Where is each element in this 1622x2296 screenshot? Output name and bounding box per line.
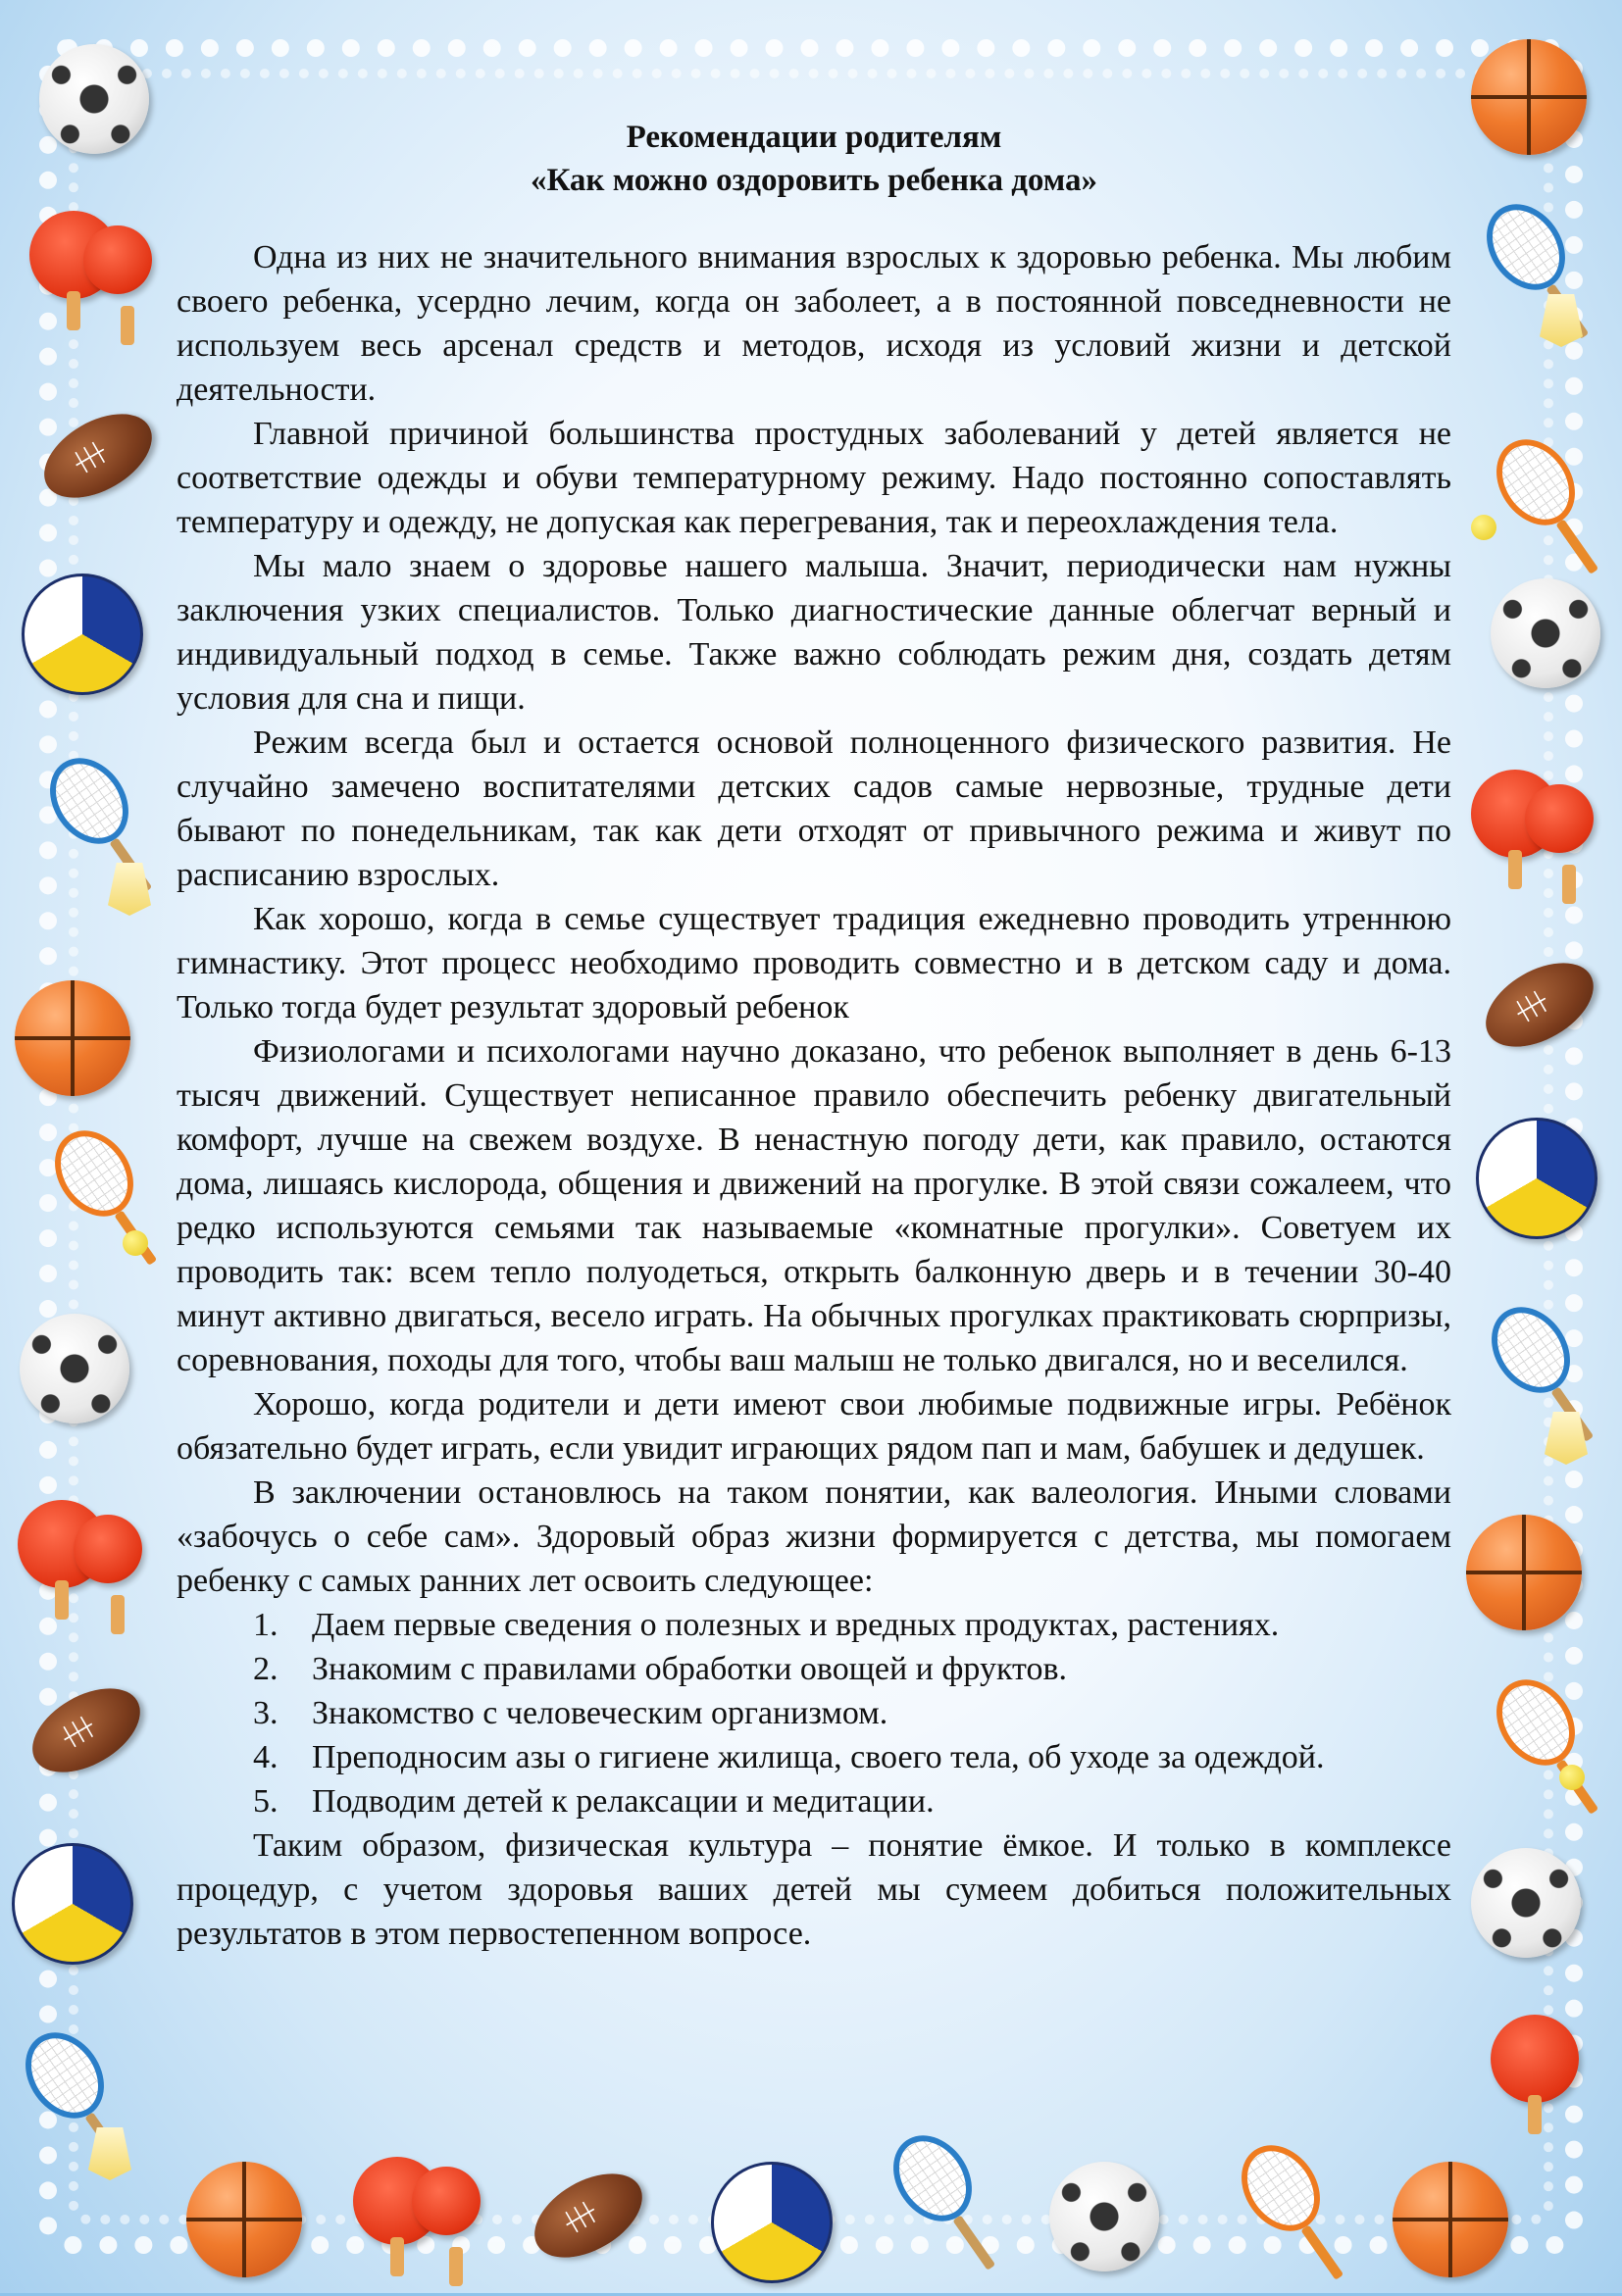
paragraph-7: Хорошо, когда родители и дети имеют свои любимые подвижные игры. Ребёнок обязательно будет играть, если увидит играющих рядом пап и мам, бабушек и дедушек. (177, 1386, 1451, 1467)
volleyball-icon (1476, 1118, 1597, 1239)
list-item-text: Знакомство с человеческим организмом. (312, 1695, 888, 1731)
basketball-icon (1393, 2162, 1508, 2277)
list-item-number: 4. (253, 1739, 279, 1775)
list-item-number: 2. (253, 1651, 279, 1687)
list-item-text: Подводим детей к релаксации и медитации. (312, 1783, 935, 1820)
document-body (177, 116, 1451, 1956)
tennis-ball-icon (1471, 515, 1496, 540)
ping-pong-paddle-icon (1491, 2015, 1579, 2103)
list-item (177, 1779, 1451, 1823)
paragraph-4: Режим всегда был и остается основой полноценного физического развития. Не случайно замечено воспитателями детских садов самые нервозные, трудные дети бывают по понедельникам, так как дети отходят от привычного режима и живут по расписанию взрослых. (177, 724, 1451, 893)
list-item (177, 1647, 1451, 1691)
document-title (177, 116, 1451, 202)
soccer-ball-icon (39, 44, 149, 154)
soccer-ball-icon (20, 1314, 129, 1423)
title-line-2: «Как можно оздоровить ребенка дома» (530, 163, 1098, 198)
ping-pong-paddle-icon (412, 2167, 481, 2235)
tennis-ball-icon (123, 1230, 148, 1256)
list-item-text: Преподносим азы о гигиене жилища, своего тела, об уходе за одеждой. (312, 1739, 1325, 1775)
tips-list (177, 1603, 1451, 1823)
title-line-1: Рекомендации родителям (626, 120, 1002, 155)
paragraph-final: Таким образом, физическая культура – понятие ёмкое. И только в комплексе процедур, с учетом здоровья ваших детей мы сумеем добиться положительных результатов в этом первостепенном вопросе. (177, 1827, 1451, 1952)
list-item-number: 5. (253, 1783, 279, 1820)
list-item-number: 3. (253, 1695, 279, 1731)
basketball-icon (186, 2162, 302, 2277)
list-item (177, 1691, 1451, 1735)
paragraph-6: Физиологами и психологами научно доказано, что ребенок выполняет в день 6-13 тысяч движений. Существует неписанное правило обеспечить ребенку двигательный комфорт, лучше на свежем воздухе. В ненастную погоду дети, как правило, остаются дома, лишаясь кислорода, общения и движений на прогулке. В этой связи сожалеем, что редко используются семьями так называемые «комнатные прогулки». Советуем их проводить так: всем тепло полуодеться, открыть балконную дверь и в течении 30-40 минут активно двигаться, весело играть. На обычных прогулках практиковать сюрпризы, соревнования, походы для того, чтобы ваш малыш не только двигался, но и веселился. (177, 1033, 1451, 1378)
volleyball-icon (711, 2162, 833, 2283)
paragraph-5: Как хорошо, когда в семье существует традиция ежедневно проводить утреннюю гимнастику. Этот процесс необходимо проводить совместно и в детском саду и дома. Только тогда будет результат здоровый ребенок (177, 901, 1451, 1025)
paragraph-2: Главной причиной большинства простудных заболеваний у детей является не соответствие одежды и обуви температурному режиму. Надо постоянно сопоставлять температуру и одежду, не допуская как перегревания, так и переохлаждения тела. (177, 416, 1451, 540)
basketball-icon (15, 980, 130, 1096)
list-item (177, 1603, 1451, 1647)
volleyball-icon (12, 1843, 133, 1965)
basketball-icon (1471, 39, 1587, 155)
list-item-text: Даем первые сведения о полезных и вредных продуктах, растениях. (312, 1607, 1280, 1643)
volleyball-icon (22, 574, 143, 695)
soccer-ball-icon (1491, 578, 1600, 688)
basketball-icon (1466, 1515, 1582, 1630)
paragraph-8: В заключении остановлюсь на таком понятии, как валеология. Иными словами «забочусь о себе сам». Здоровый образ жизни формируется с детства, мы помогаем ребенку с самых ранних лет освоить следующее: (177, 1474, 1451, 1599)
tennis-ball-icon (1559, 1765, 1585, 1790)
list-item-text: Знакомим с правилами обработки овощей и фруктов. (312, 1651, 1067, 1687)
list-item-number: 1. (253, 1607, 279, 1643)
paragraph-1: Одна из них не значительного внимания взрослых к здоровью ребенка. Мы любим своего ребенка, усердно лечим, когда он заболеет, а в постоянной повседневности не используем весь арсенал средств и методов, исходя из условий жизни и детской деятельности. (177, 239, 1451, 408)
ping-pong-paddle-icon (1525, 784, 1594, 853)
list-item (177, 1735, 1451, 1779)
soccer-ball-icon (1049, 2162, 1159, 2271)
ping-pong-paddle-icon (83, 225, 152, 294)
soccer-ball-icon (1471, 1848, 1581, 1958)
ping-pong-paddle-icon (74, 1515, 142, 1583)
paragraph-3: Мы мало знаем о здоровье нашего малыша. Значит, периодически нам нужны заключения узких специалистов. Только диагностические данные облегчат верный и индивидуальный подход в семье. Также важно соблюдать режим дня, создать детям условия для сна и пищи. (177, 548, 1451, 717)
